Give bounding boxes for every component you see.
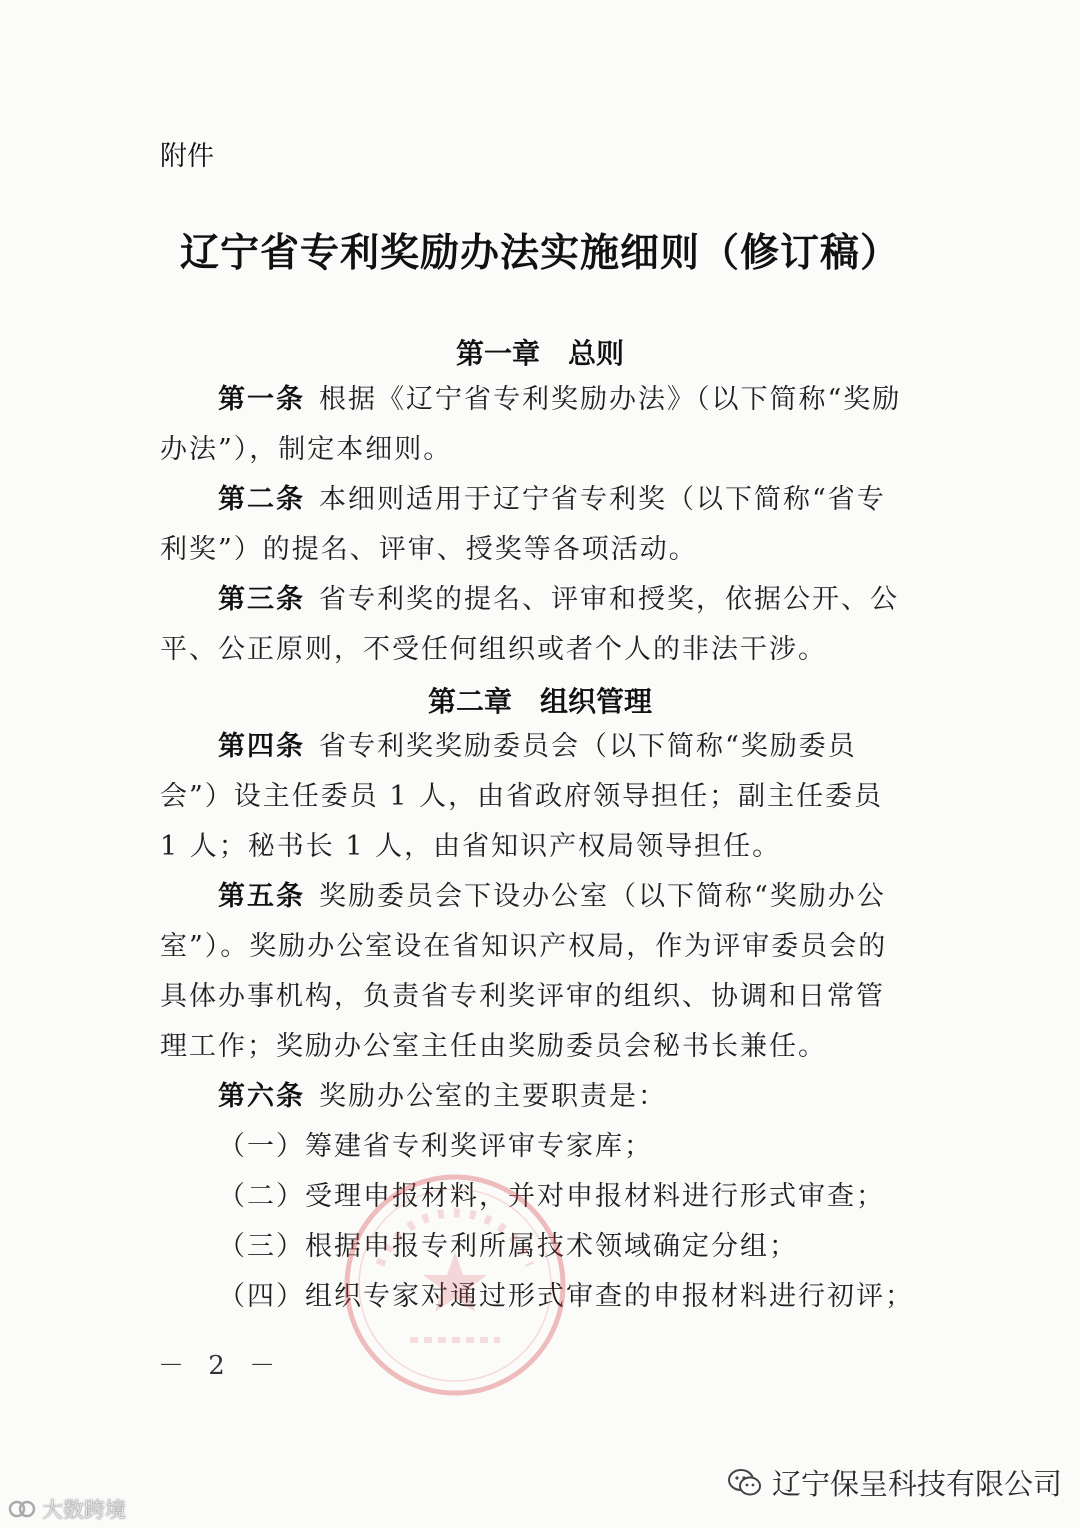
chapter-number: 第一章 [455, 337, 540, 370]
article-label: 第四条 [218, 731, 305, 762]
attachment-label: 附件 [160, 141, 214, 172]
article-label: 第一条 [218, 384, 305, 415]
page-number: － 2 － [158, 1351, 284, 1381]
site-watermark [8, 1494, 126, 1524]
site-logo-icon [8, 1498, 36, 1520]
article-1 [160, 375, 910, 475]
duty-item-3: （三）根据申报专利所属技术领域确定分组； [218, 1231, 798, 1262]
site-watermark-text: 大数跨境 [42, 1498, 126, 1522]
article-6 [160, 1072, 910, 1122]
chapter-heading-1 [0, 332, 1080, 372]
duty-item-2: （二）受理申报材料，并对申报材料进行形式审查； [218, 1181, 885, 1212]
official-seal-stamp [340, 1170, 570, 1400]
article-text: 省专利奖的提名、评审和授奖，依据公开、公平、公正原则，不受任何组织或者个人的非法干涉。 [160, 584, 899, 665]
article-5 [160, 872, 910, 1072]
wechat-account-name: 辽宁保呈科技有限公司 [772, 1467, 1063, 1501]
wechat-icon [728, 1468, 762, 1498]
article-label: 第六条 [218, 1081, 305, 1112]
chapter-heading-2 [0, 680, 1080, 720]
chapter-name: 组织管理 [540, 685, 653, 718]
duty-item-1: （一）筹建省专利奖评审专家库； [218, 1131, 653, 1162]
chapter-number: 第二章 [427, 685, 512, 718]
article-label: 第三条 [218, 584, 305, 615]
article-text: 本细则适用于辽宁省专利奖（以下简称“省专利奖”）的提名、评审、授奖等各项活动。 [160, 484, 886, 565]
article-text: 奖励委员会下设办公室（以下简称“奖励办公室”）。奖励办公室设在省知识产权局，作为评审委员会的具体办事机构，负责省专利奖评审的组织、协调和日常管理工作；奖励办公室主任由奖励委员会秘书长兼任。 [160, 881, 888, 1062]
wechat-account-watermark [728, 1462, 1062, 1503]
article-label: 第五条 [218, 881, 305, 912]
article-text: 省专利奖奖励委员会（以下简称“奖励委员会”）设主任委员 1 人，由省政府领导担任；副主任委员 1 人；秘书长 1 人，由省知识产权局领导担任。 [160, 731, 884, 862]
article-4 [160, 722, 910, 872]
article-3 [160, 575, 910, 675]
duty-item-4: （四）组织专家对通过形式审查的申报材料进行初评； [218, 1281, 914, 1312]
article-text: 奖励办公室的主要职责是： [319, 1081, 667, 1112]
chapter-name: 总则 [568, 337, 625, 370]
article-2 [160, 475, 910, 575]
document-title: 辽宁省专利奖励办法实施细则（修订稿） [179, 230, 900, 276]
article-text: 根据《辽宁省专利奖励办法》（以下简称“奖励办法”），制定本细则。 [160, 384, 902, 465]
article-label: 第二条 [218, 484, 305, 515]
